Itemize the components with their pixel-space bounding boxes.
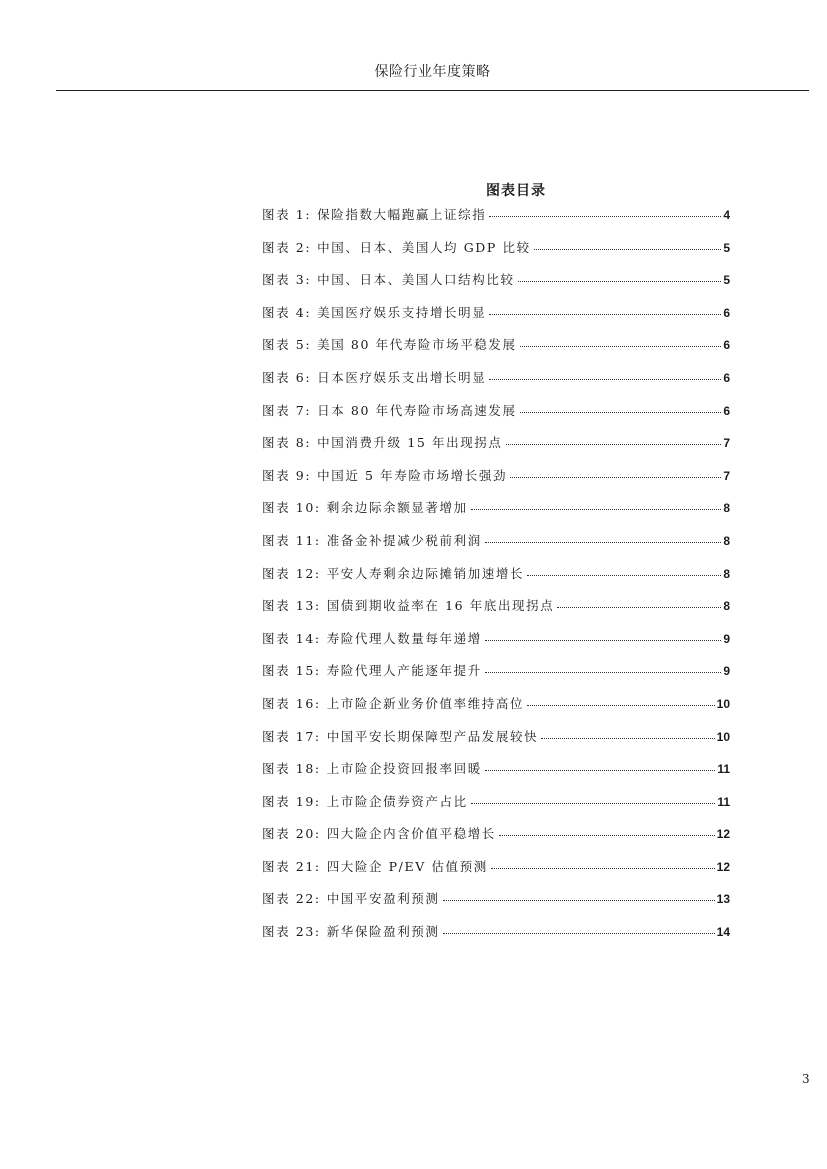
toc-entry-title: 中国消费升级 15 年出现拐点 (317, 435, 503, 451)
toc-entry-page: 8 (723, 533, 730, 548)
dot-leader (443, 933, 715, 934)
toc-entry-label: 图表 11: (262, 532, 321, 548)
toc-entry-page: 12 (716, 827, 730, 842)
dot-leader (557, 607, 721, 608)
toc-entry[interactable] (262, 763, 730, 796)
toc-entry[interactable] (262, 339, 730, 372)
toc-entry-page: 6 (723, 338, 730, 353)
toc-entry-title: 平安人寿剩余边际摊销加速增长 (326, 565, 525, 581)
toc-entry-page: 8 (723, 501, 730, 516)
toc-entry-page: 11 (717, 762, 730, 777)
toc-entry-label: 图表 18: (262, 761, 321, 777)
toc-entry-label: 图表 15: (262, 663, 321, 679)
toc-entry-page: 6 (723, 370, 730, 385)
toc-entry-page: 5 (723, 273, 730, 288)
dot-leader (485, 542, 722, 543)
toc-entry[interactable] (262, 600, 730, 633)
toc-entry-title: 美国 80 年代寿险市场平稳发展 (317, 337, 517, 353)
toc-entry-page: 8 (723, 566, 730, 581)
toc-entry[interactable] (262, 828, 730, 861)
toc-entry-page: 13 (716, 892, 730, 907)
dot-leader (489, 216, 721, 217)
dot-leader (443, 900, 715, 901)
toc-entry[interactable] (262, 858, 730, 894)
toc-entry-title: 四大险企内含价值平稳增长 (326, 826, 496, 842)
toc-entry[interactable] (262, 665, 730, 698)
toc-entry-title: 日本医疗娱乐支出增长明显 (317, 369, 487, 385)
toc-entry-page: 7 (723, 436, 730, 451)
toc-entry[interactable] (262, 565, 730, 601)
toc-entry-label: 图表 21: (262, 858, 321, 874)
toc-entry-title: 剩余边际余额显著增加 (326, 500, 468, 516)
dot-leader (518, 281, 722, 282)
toc-entry-page: 10 (716, 729, 730, 744)
toc-list (262, 209, 730, 959)
toc-entry-title: 中国近 5 年寿险市场增长强劲 (317, 467, 508, 483)
toc-entry-page: 8 (723, 599, 730, 614)
dot-leader (489, 314, 721, 315)
figure-table-of-contents (262, 180, 730, 959)
toc-entry-page: 5 (723, 240, 730, 255)
toc-entry-page: 7 (723, 468, 730, 483)
toc-entry[interactable] (262, 793, 730, 829)
toc-entry-page: 10 (716, 696, 730, 711)
toc-entry[interactable] (262, 630, 730, 666)
toc-entry-label: 图表 23: (262, 924, 321, 940)
toc-entry-title: 中国、日本、美国人均 GDP 比较 (317, 239, 531, 255)
toc-entry[interactable] (262, 274, 730, 307)
toc-entry-label: 图表 1: (262, 207, 312, 222)
toc-heading: 图表目录 (486, 183, 546, 199)
toc-entry-label: 图表 12: (262, 565, 321, 581)
toc-entry[interactable] (262, 893, 730, 926)
toc-entry-title: 准备金补提减少税前利润 (326, 532, 482, 548)
toc-entry-page: 6 (723, 403, 730, 418)
toc-entry-title: 中国、日本、美国人口结构比较 (317, 272, 515, 288)
toc-entry-title: 四大险企 P/EV 估值预测 (326, 858, 488, 874)
toc-entry-page: 4 (723, 208, 730, 222)
dot-leader (471, 803, 716, 804)
toc-entry-title: 美国医疗娱乐支持增长明显 (317, 304, 487, 320)
toc-entry-label: 图表 7: (262, 402, 312, 418)
toc-entry-label: 图表 20: (262, 826, 321, 842)
toc-entry-title: 保险指数大幅跑赢上证综指 (317, 207, 487, 222)
toc-entry-title: 新华保险盈利预测 (326, 924, 440, 940)
dot-leader (506, 444, 722, 445)
toc-entry-label: 图表 16: (262, 695, 321, 711)
toc-entry-label: 图表 2: (262, 239, 312, 255)
toc-entry-label: 图表 9: (262, 467, 312, 483)
dot-leader (489, 379, 721, 380)
toc-entry-label: 图表 8: (262, 435, 312, 451)
page-number: 3 (802, 1072, 810, 1086)
toc-entry-title: 寿险代理人产能逐年提升 (326, 663, 482, 679)
dot-leader (499, 835, 715, 836)
toc-entry[interactable] (262, 304, 730, 340)
toc-entry-label: 图表 19: (262, 793, 321, 809)
toc-entry-title: 中国平安长期保障型产品发展较快 (326, 728, 539, 744)
toc-entry-title: 上市险企新业务价值率维持高位 (326, 695, 525, 711)
dot-leader (541, 738, 714, 739)
toc-entry[interactable] (262, 369, 730, 405)
toc-entry-label: 图表 6: (262, 369, 312, 385)
toc-entry-page: 14 (716, 925, 730, 940)
toc-entry-label: 图表 17: (262, 728, 321, 744)
toc-entry[interactable] (262, 502, 730, 535)
toc-entry-label: 图表 22: (262, 891, 321, 907)
report-title: 保险行业年度策略 (374, 64, 491, 80)
dot-leader (491, 868, 715, 869)
dot-leader (485, 770, 716, 771)
toc-entry-page: 9 (723, 664, 730, 679)
toc-entry[interactable] (262, 728, 730, 764)
dot-leader (520, 412, 722, 413)
dot-leader (471, 509, 722, 510)
dot-leader (485, 672, 722, 673)
toc-entry[interactable] (262, 532, 730, 568)
toc-entry[interactable] (262, 402, 730, 438)
toc-entry-label: 图表 10: (262, 500, 321, 516)
dot-leader (534, 249, 722, 250)
toc-entry[interactable] (262, 209, 730, 242)
toc-entry-page: 6 (723, 305, 730, 320)
toc-entry[interactable] (262, 437, 730, 470)
toc-entry-page: 12 (716, 859, 730, 874)
toc-entry[interactable] (262, 695, 730, 731)
toc-entry-title: 上市险企债券资产占比 (326, 793, 468, 809)
toc-entry-label: 图表 5: (262, 337, 312, 353)
dot-leader (527, 705, 715, 706)
toc-entry-title: 日本 80 年代寿险市场高速发展 (317, 402, 517, 418)
page-header (56, 56, 809, 91)
toc-entry-label: 图表 13: (262, 598, 321, 614)
toc-entry-label: 图表 3: (262, 272, 312, 288)
toc-entry[interactable] (262, 239, 730, 275)
dot-leader (485, 640, 722, 641)
toc-entry-title: 中国平安盈利预测 (326, 891, 440, 907)
toc-entry-page: 11 (717, 794, 730, 809)
toc-entry-title: 上市险企投资回报率回暖 (326, 761, 482, 777)
dot-leader (510, 477, 721, 478)
toc-entry-label: 图表 4: (262, 304, 312, 320)
toc-entry-title: 寿险代理人数量每年递增 (326, 630, 482, 646)
toc-entry[interactable] (262, 926, 730, 959)
dot-leader (527, 575, 721, 576)
toc-entry-page: 9 (723, 631, 730, 646)
toc-entry[interactable] (262, 467, 730, 503)
toc-entry-label: 图表 14: (262, 630, 321, 646)
dot-leader (520, 346, 722, 347)
toc-entry-title: 国债到期收益率在 16 年底出现拐点 (326, 598, 555, 614)
